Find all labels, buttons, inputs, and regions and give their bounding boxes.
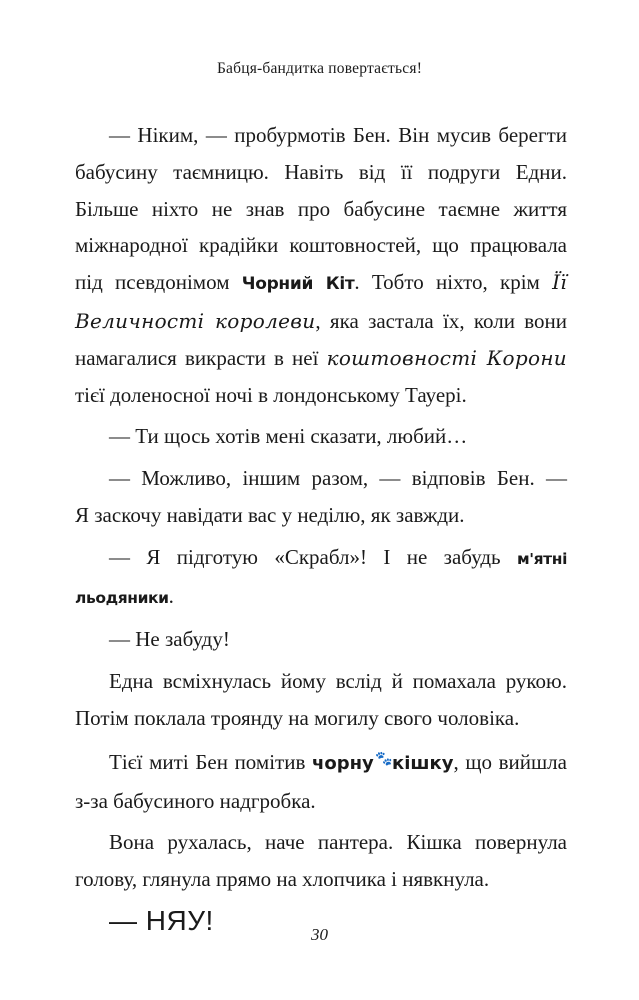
- p4-text-a: — Я підготую «Скрабл»! І не забудь: [109, 544, 518, 569]
- body-text: [75, 117, 567, 942]
- black-word: чорну: [312, 752, 374, 774]
- p7-text-b: , що вийшла з-за бабусиного надгробка.: [75, 749, 567, 813]
- p1-text-a: — Ніким, — пробурмотів Бен. Він мусив берегти бабусину таємницю. Навіть від її подруги Едни. Більше ніхто не знав про бабусине таємне життя міжнародної крадійки коштовностей, що працювала під псевдонімом: [75, 123, 567, 295]
- paragraph-5: — Не забуду!: [109, 627, 230, 652]
- p1-text-c: , яка застала їх, коли вони намагалися викрасти в неї: [75, 308, 567, 370]
- running-title: Бабця-бандитка повертається!: [216, 60, 423, 77]
- paragraph-3: [75, 460, 567, 497]
- p1-text-d: тієї доленосної ночі в лондонському Тауері.: [75, 382, 467, 407]
- paragraph-6: Една всміхнулась йому вслід й помахала рукою. Потім поклала троянду на могилу свого чоловіка.: [75, 669, 567, 730]
- page-number: 30: [311, 925, 328, 944]
- paragraph-4: [75, 539, 567, 617]
- alias-black-cat: Чорний Кіт: [241, 274, 355, 295]
- crown-jewels-phrase: коштовності Корони: [326, 345, 567, 370]
- her-majesty-phrase: Її Величності королеви: [75, 270, 567, 333]
- p4-text-b: .: [168, 583, 174, 608]
- paragraph-3-continued: [75, 497, 567, 534]
- p3-line-1: — Можливо, іншим разом, — відповів Бен. —: [109, 466, 567, 491]
- paragraph-7: [75, 742, 567, 820]
- p3-line-2: Я заскочу навідати вас у неділю, як завжди.: [75, 502, 465, 527]
- meow-shout: — НЯУ!: [109, 904, 214, 936]
- p7-text-a: Тієї миті Бен помітив: [109, 749, 312, 774]
- p1-text-b: . Тобто ніхто, крім: [354, 270, 553, 295]
- mint-candies: м'ятні льодяники: [75, 549, 567, 607]
- paragraph-1: [75, 117, 567, 413]
- cat-word: кішку: [391, 752, 454, 774]
- paw-print-icon: 🐾: [373, 751, 392, 767]
- paragraph-8: Вона рухалась, наче пантера. Кішка повернула голову, глянула прямо на хлопчика і нявкнула.: [75, 830, 567, 892]
- paragraph-2: — Ти щось хотів мені сказати, любий…: [109, 424, 468, 449]
